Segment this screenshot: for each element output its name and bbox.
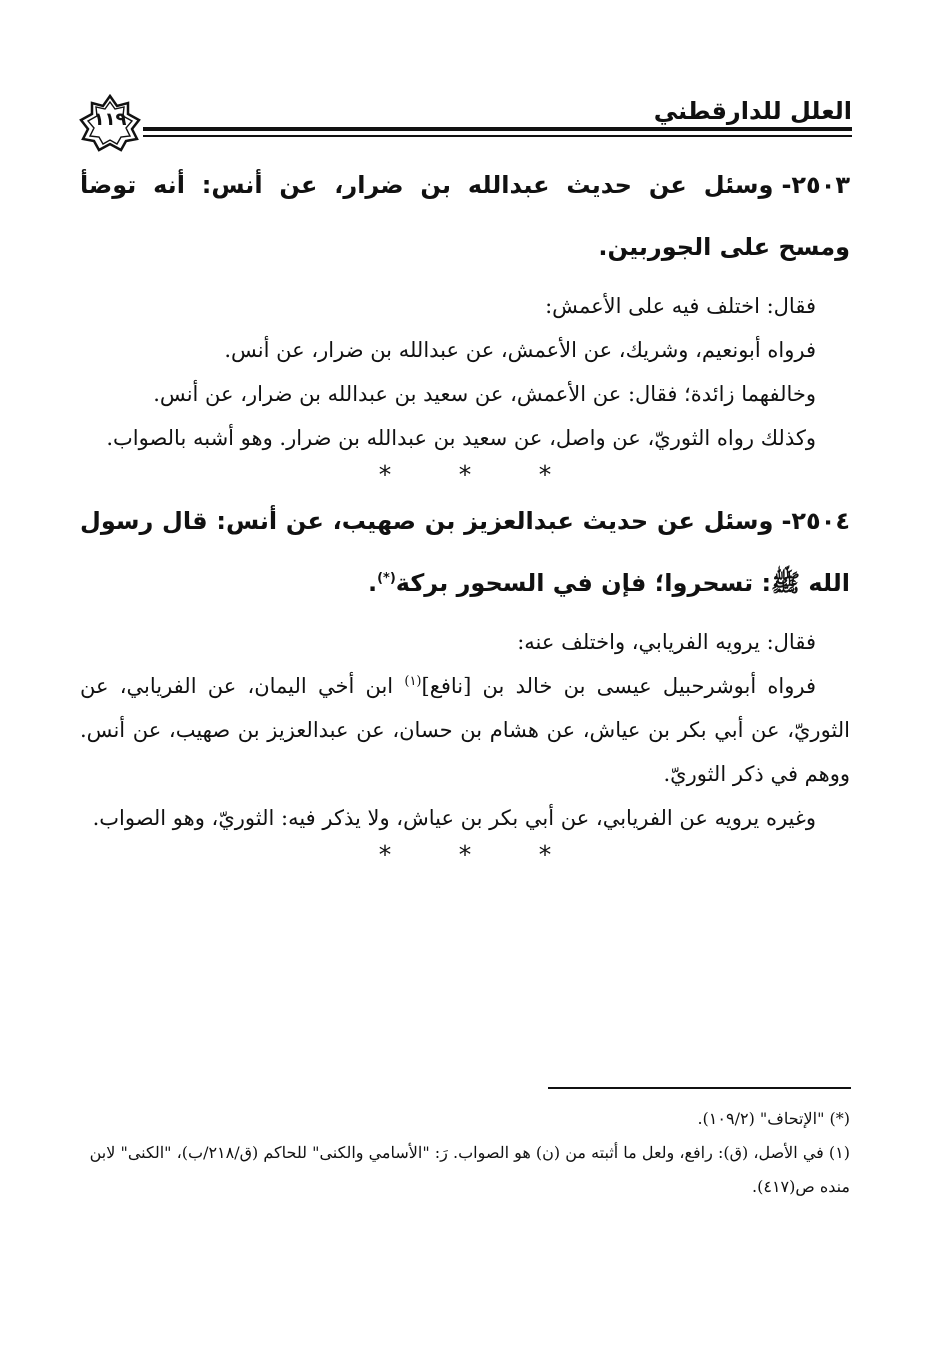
separator-star: *	[458, 460, 472, 489]
entry-line: وخالفهما زائدة؛ فقال: عن الأعمش، عن سعيد بن عبدالله بن ضرار، عن أنس.	[153, 382, 816, 406]
page-number-badge	[77, 94, 143, 152]
footnote-marker: (*)	[377, 571, 396, 586]
separator-star: *	[538, 460, 552, 489]
header-thick-rule	[143, 127, 852, 131]
entry-line: فقال: اختلف فيه على الأعمش:	[545, 294, 816, 318]
entry-line-part: فرواه أبوشرحبيل عيسى بن خالد بن [نافع]	[421, 674, 816, 698]
entry-line: فرواه أبونعيم، وشريك، عن الأعمش، عن عبدالله بن ضرار، عن أنس.	[224, 338, 816, 362]
entry-line	[80, 664, 850, 796]
section-separator	[80, 840, 850, 870]
separator-star: *	[538, 840, 552, 869]
book-title: العلل للدارقطني	[653, 97, 852, 125]
entry-heading	[80, 490, 850, 614]
header-double-rule	[143, 127, 852, 139]
entry-heading-end: .	[367, 569, 378, 597]
entry-line: وغيره يرويه عن الفريابي، عن أبي بكر بن عياش، ولا يذكر فيه: الثوريّ، وهو الصواب.	[92, 806, 816, 830]
entry-line-part: ابن أخي اليمان، عن الفريابي، عن الثوريّ، عن أبي بكر بن عياش، عن هشام بن حسان، عن عبدالعزيز بن صهيب، عن أنس. ووهم في ذكر الثوريّ.	[80, 674, 850, 786]
separator-star: *	[378, 460, 392, 489]
footnote-separator-rule	[548, 1087, 851, 1089]
footnote: (١) في الأصل، (ق): رافع، ولعل ما أثبته من (ن) هو الصواب. رَ: "الأسامي والكنى" للحاكم (ق/٢١٨/ب)، "الكنى" لابن منده ص(٤١٧).	[89, 1143, 850, 1196]
separator-star: *	[378, 840, 392, 869]
section-separator	[80, 460, 850, 490]
page-number: ١١٩	[93, 109, 127, 130]
entry-number: ٢٥٠٣-	[781, 171, 850, 199]
separator-star: *	[458, 840, 472, 869]
entry-line: وكذلك رواه الثوريّ، عن واصل، عن سعيد بن عبدالله بن ضرار. وهو أشبه بالصواب.	[106, 426, 816, 450]
header-thin-rule	[143, 135, 852, 137]
footnote-marker: (١)	[404, 674, 422, 689]
entry-number: ٢٥٠٤-	[781, 507, 850, 535]
entry-line: فقال: يرويه الفريابي، واختلف عنه:	[517, 630, 816, 654]
entry-heading	[80, 154, 850, 278]
main-content	[80, 154, 850, 870]
page-header	[77, 94, 852, 152]
entry-heading-text: وسئل عن حديث عبدالله بن ضرار، عن أنس: أنه توضأ ومسح على الجوربين.	[80, 171, 850, 261]
footnote: (*) "الإتحاف" (١٠٩/٢).	[697, 1109, 850, 1128]
footnotes	[80, 1102, 850, 1204]
entry-heading-text: وسئل عن حديث عبدالعزيز بن صهيب، عن أنس: قال رسول الله ﷺ: تسحروا؛ فإن في السحور بركة	[80, 507, 850, 597]
